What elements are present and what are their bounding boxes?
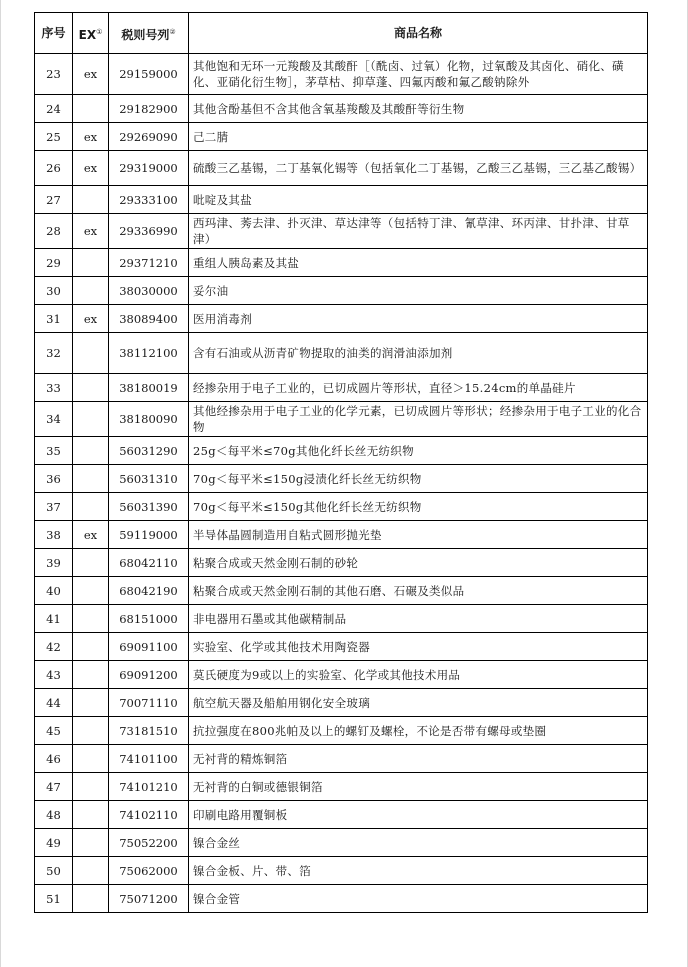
cell-product-name: 镍合金丝 — [189, 829, 648, 857]
table-row — [35, 186, 648, 214]
cell-serial-no: 31 — [35, 305, 73, 333]
table-row — [35, 249, 648, 277]
cell-product-name: 己二腈 — [189, 123, 648, 151]
cell-tariff-code: 69091200 — [109, 661, 189, 689]
cell-serial-no: 39 — [35, 549, 73, 577]
cell-ex — [73, 333, 109, 374]
cell-ex — [73, 402, 109, 437]
cell-ex — [73, 605, 109, 633]
cell-product-name: 25g＜每平米≤70g其他化纤长丝无纺织物 — [189, 437, 648, 465]
table-row — [35, 857, 648, 885]
cell-ex: ex — [73, 214, 109, 249]
table-row — [35, 549, 648, 577]
tariff-table — [34, 12, 648, 913]
cell-serial-no: 37 — [35, 493, 73, 521]
cell-ex — [73, 661, 109, 689]
header-ex-footnote: ① — [96, 27, 103, 36]
cell-product-name: 镍合金板、片、带、箔 — [189, 857, 648, 885]
cell-tariff-code: 56031310 — [109, 465, 189, 493]
cell-ex — [73, 689, 109, 717]
cell-product-name: 其他饱和无环一元羧酸及其酸酐［（酰卤、过氧）化物，过氧酸及其卤化、硝化、磺化、亚硝化衍生物］，茅草枯、抑草蓬、四氟丙酸和氟乙酸钠除外 — [189, 54, 648, 95]
cell-serial-no: 33 — [35, 374, 73, 402]
cell-serial-no: 48 — [35, 801, 73, 829]
cell-serial-no: 40 — [35, 577, 73, 605]
cell-product-name: 医用消毒剂 — [189, 305, 648, 333]
cell-tariff-code: 74101100 — [109, 745, 189, 773]
cell-tariff-code: 29333100 — [109, 186, 189, 214]
table-row — [35, 521, 648, 549]
table-row — [35, 745, 648, 773]
cell-serial-no: 30 — [35, 277, 73, 305]
cell-ex — [73, 374, 109, 402]
cell-tariff-code: 29319000 — [109, 151, 189, 186]
table-row — [35, 277, 648, 305]
cell-tariff-code: 56031390 — [109, 493, 189, 521]
cell-ex: ex — [73, 151, 109, 186]
cell-ex — [73, 493, 109, 521]
cell-ex — [73, 773, 109, 801]
cell-ex — [73, 717, 109, 745]
cell-ex — [73, 745, 109, 773]
cell-product-name: 镍合金管 — [189, 885, 648, 913]
cell-product-name: 粘聚合成或天然金刚石制的其他石磨、石碾及类似品 — [189, 577, 648, 605]
cell-serial-no: 28 — [35, 214, 73, 249]
cell-product-name: 莫氏硬度为9或以上的实验室、化学或其他技术用品 — [189, 661, 648, 689]
cell-product-name: 航空航天器及船舶用钢化安全玻璃 — [189, 689, 648, 717]
cell-tariff-code: 29269090 — [109, 123, 189, 151]
table-row — [35, 305, 648, 333]
table-header-row — [35, 13, 648, 54]
cell-tariff-code: 38030000 — [109, 277, 189, 305]
header-ex: EX① — [73, 13, 109, 54]
cell-tariff-code: 74101210 — [109, 773, 189, 801]
cell-ex — [73, 437, 109, 465]
table-row — [35, 829, 648, 857]
cell-tariff-code: 38112100 — [109, 333, 189, 374]
cell-ex: ex — [73, 54, 109, 95]
table-row — [35, 437, 648, 465]
cell-serial-no: 38 — [35, 521, 73, 549]
cell-ex — [73, 829, 109, 857]
cell-serial-no: 46 — [35, 745, 73, 773]
table-row — [35, 493, 648, 521]
cell-tariff-code: 56031290 — [109, 437, 189, 465]
cell-serial-no: 41 — [35, 605, 73, 633]
cell-ex: ex — [73, 305, 109, 333]
cell-tariff-code: 73181510 — [109, 717, 189, 745]
header-serial-no: 序号 — [35, 13, 73, 54]
cell-product-name: 其他经掺杂用于电子工业的化学元素，已切成圆片等形状；经掺杂用于电子工业的化合物 — [189, 402, 648, 437]
cell-product-name: 其他含酚基但不含其他含氧基羧酸及其酸酐等衍生物 — [189, 95, 648, 123]
cell-product-name: 无衬背的精炼铜箔 — [189, 745, 648, 773]
cell-tariff-code: 38180090 — [109, 402, 189, 437]
cell-product-name: 硫酸三乙基锡，二丁基氧化锡等（包括氧化二丁基锡，乙酸三乙基锡，三乙基乙酸锡） — [189, 151, 648, 186]
cell-serial-no: 50 — [35, 857, 73, 885]
cell-product-name: 妥尔油 — [189, 277, 648, 305]
table-row — [35, 214, 648, 249]
cell-tariff-code: 68042190 — [109, 577, 189, 605]
cell-tariff-code: 59119000 — [109, 521, 189, 549]
page-left-edge — [0, 0, 1, 967]
cell-product-name: 粘聚合成或天然金刚石制的砂轮 — [189, 549, 648, 577]
header-product-name: 商品名称 — [189, 13, 648, 54]
cell-product-name: 吡啶及其盐 — [189, 186, 648, 214]
cell-product-name: 印刷电路用覆铜板 — [189, 801, 648, 829]
cell-tariff-code: 75062000 — [109, 857, 189, 885]
cell-serial-no: 43 — [35, 661, 73, 689]
cell-ex — [73, 857, 109, 885]
cell-ex — [73, 633, 109, 661]
cell-tariff-code: 29336990 — [109, 214, 189, 249]
cell-ex — [73, 801, 109, 829]
header-code-footnote: ② — [169, 27, 176, 36]
cell-ex: ex — [73, 123, 109, 151]
cell-serial-no: 35 — [35, 437, 73, 465]
cell-tariff-code: 29182900 — [109, 95, 189, 123]
cell-tariff-code: 69091100 — [109, 633, 189, 661]
cell-product-name: 无衬背的白铜或德银铜箔 — [189, 773, 648, 801]
cell-tariff-code: 74102110 — [109, 801, 189, 829]
cell-product-name: 非电器用石墨或其他碳精制品 — [189, 605, 648, 633]
cell-serial-no: 25 — [35, 123, 73, 151]
cell-ex — [73, 549, 109, 577]
cell-serial-no: 51 — [35, 885, 73, 913]
cell-product-name: 70g＜每平米≤150g其他化纤长丝无纺织物 — [189, 493, 648, 521]
table-row — [35, 605, 648, 633]
cell-product-name: 70g＜每平米≤150g浸渍化纤长丝无纺织物 — [189, 465, 648, 493]
cell-serial-no: 36 — [35, 465, 73, 493]
cell-serial-no: 34 — [35, 402, 73, 437]
cell-tariff-code: 38180019 — [109, 374, 189, 402]
table-row — [35, 151, 648, 186]
cell-product-name: 重组人胰岛素及其盐 — [189, 249, 648, 277]
table-row — [35, 689, 648, 717]
cell-tariff-code: 29159000 — [109, 54, 189, 95]
table-row — [35, 885, 648, 913]
cell-serial-no: 45 — [35, 717, 73, 745]
cell-serial-no: 24 — [35, 95, 73, 123]
cell-ex — [73, 249, 109, 277]
table-row — [35, 54, 648, 95]
table-row — [35, 633, 648, 661]
cell-product-name: 半导体晶圆制造用自粘式圆形抛光垫 — [189, 521, 648, 549]
cell-ex — [73, 277, 109, 305]
cell-serial-no: 42 — [35, 633, 73, 661]
table-row — [35, 465, 648, 493]
table-row — [35, 577, 648, 605]
cell-tariff-code: 29371210 — [109, 249, 189, 277]
cell-serial-no: 47 — [35, 773, 73, 801]
table-row — [35, 333, 648, 374]
cell-ex — [73, 885, 109, 913]
header-tariff-code: 税则号列② — [109, 13, 189, 54]
cell-serial-no: 26 — [35, 151, 73, 186]
cell-ex — [73, 465, 109, 493]
table-row — [35, 773, 648, 801]
cell-tariff-code: 38089400 — [109, 305, 189, 333]
cell-serial-no: 49 — [35, 829, 73, 857]
cell-serial-no: 32 — [35, 333, 73, 374]
table-row — [35, 374, 648, 402]
cell-serial-no: 44 — [35, 689, 73, 717]
table-row — [35, 801, 648, 829]
cell-serial-no: 29 — [35, 249, 73, 277]
table-row — [35, 402, 648, 437]
table-row — [35, 123, 648, 151]
cell-product-name: 含有石油或从沥青矿物提取的油类的润滑油添加剂 — [189, 333, 648, 374]
table-row — [35, 717, 648, 745]
cell-product-name: 实验室、化学或其他技术用陶瓷器 — [189, 633, 648, 661]
table-row — [35, 95, 648, 123]
cell-tariff-code: 68042110 — [109, 549, 189, 577]
cell-serial-no: 23 — [35, 54, 73, 95]
cell-product-name: 西玛津、莠去津、扑灭津、草达津等（包括特丁津、氰草津、环丙津、甘扑津、甘草津） — [189, 214, 648, 249]
cell-tariff-code: 75052200 — [109, 829, 189, 857]
table-row — [35, 661, 648, 689]
cell-ex — [73, 95, 109, 123]
cell-ex: ex — [73, 521, 109, 549]
cell-serial-no: 27 — [35, 186, 73, 214]
cell-product-name: 抗拉强度在800兆帕及以上的螺钉及螺栓，不论是否带有螺母或垫圈 — [189, 717, 648, 745]
cell-tariff-code: 68151000 — [109, 605, 189, 633]
cell-tariff-code: 70071110 — [109, 689, 189, 717]
cell-product-name: 经掺杂用于电子工业的，已切成圆片等形状，直径＞15.24cm的单晶硅片 — [189, 374, 648, 402]
cell-ex — [73, 577, 109, 605]
cell-tariff-code: 75071200 — [109, 885, 189, 913]
cell-ex — [73, 186, 109, 214]
